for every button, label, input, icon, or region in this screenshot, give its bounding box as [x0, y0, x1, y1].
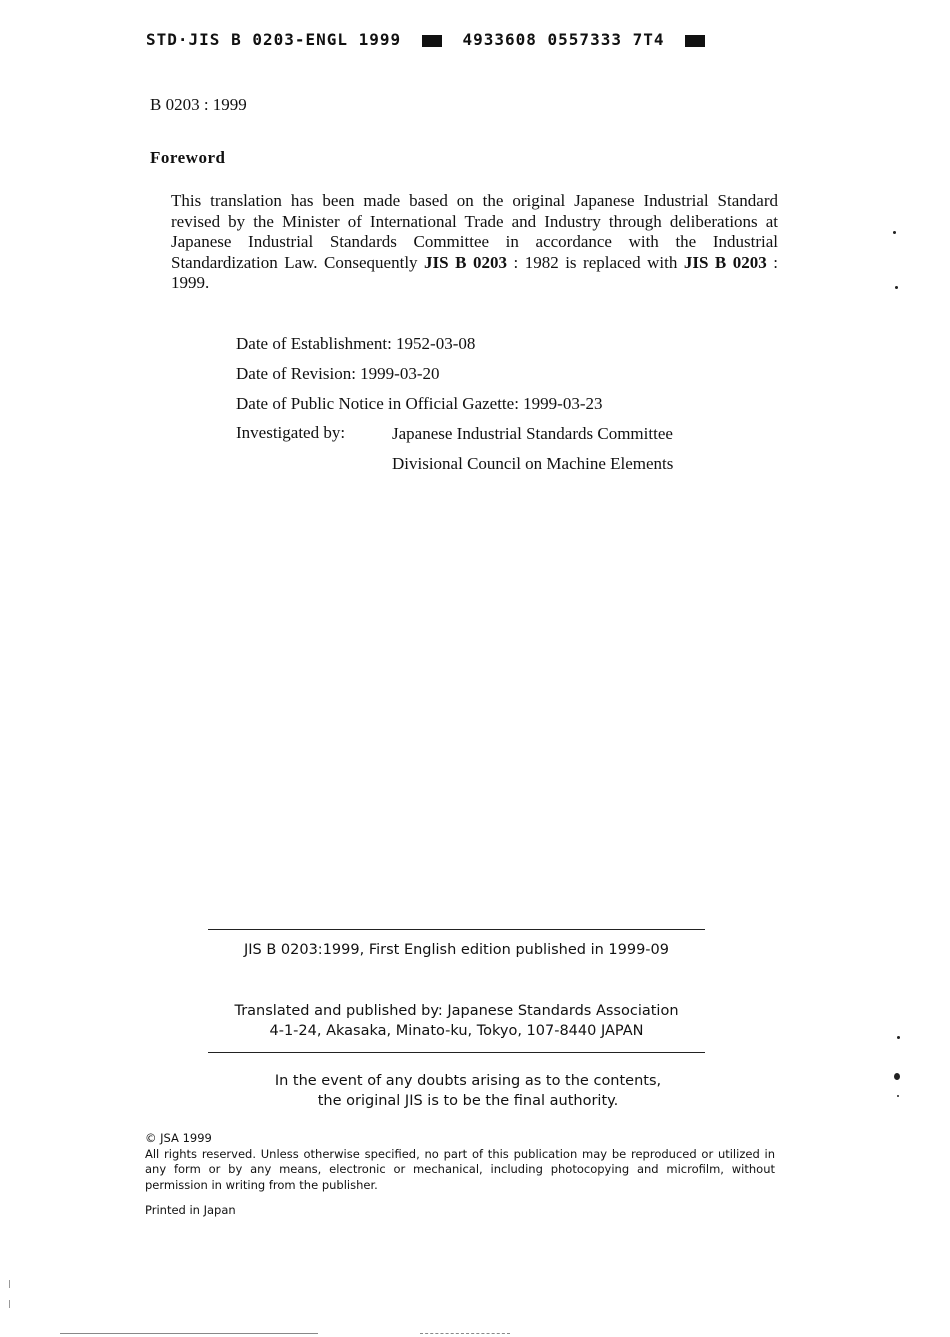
divider-bottom — [208, 1052, 705, 1053]
scan-header — [146, 30, 715, 49]
publisher-block — [208, 1001, 705, 1041]
investigated-line-2: Divisional Council on Machine Elements — [392, 454, 674, 473]
investigated-value — [392, 423, 673, 483]
foreword-text: This translation has been made based on the original Japanese Industrial Standard revised by the Minister of International Trade and Industry through deliberations at Japanese Industrial Standards Committee in accordance with the Industrial Standardization Law. Consequently — [171, 191, 778, 272]
publisher-line-1: Translated and published by: Japanese Standards Association — [234, 1003, 679, 1019]
new-standard: JIS B 0203 — [683, 252, 767, 272]
rights-text: All rights reserved. Unless otherwise specified, no part of this publication may be reproduced or utilized in any form or by any means, electronic or mechanical, including photocopying and microfilm, without permission in writing from the publisher. — [145, 1146, 775, 1192]
old-standard: JIS B 0203 — [424, 252, 507, 272]
scan-speck — [895, 286, 898, 289]
investigated-by — [236, 423, 673, 483]
authority-note — [208, 1071, 728, 1111]
divider-top — [208, 929, 705, 930]
publisher-line-2: 4-1-24, Akasaka, Minato-ku, Tokyo, 107-8440 JAPAN — [269, 1023, 644, 1039]
old-year-text: : 1982 is replaced with — [506, 252, 684, 272]
scan-edge-line — [420, 1333, 510, 1334]
scan-speck — [893, 231, 896, 234]
scan-speck — [894, 1073, 900, 1080]
scan-speck — [897, 1095, 899, 1097]
scan-speck — [897, 1036, 900, 1039]
header-block-mark — [422, 35, 442, 47]
authority-line-1: In the event of any doubts arising as to the contents, — [274, 1073, 662, 1089]
printed-in: Printed in Japan — [145, 1203, 236, 1217]
edition-note: JIS B 0203:1999, First English edition published in 1999-09 — [243, 942, 669, 958]
new-year-text: : 1999. — [171, 252, 778, 293]
header-block-mark-end — [685, 35, 705, 47]
foreword-body — [171, 191, 778, 294]
date-establishment: Date of Establishment: 1952-03-08 — [236, 334, 476, 353]
header-prefix: STD·JIS B 0203-ENGL 1999 — [146, 30, 402, 49]
date-revision: Date of Revision: 1999-03-20 — [236, 364, 440, 383]
dates-block — [236, 333, 673, 483]
authority-line-2: the original JIS is to be the final authority. — [317, 1093, 619, 1109]
foreword-title: Foreword — [150, 148, 226, 167]
copyright-line: © JSA 1999 — [145, 1131, 212, 1145]
copyright-block — [145, 1131, 775, 1219]
investigated-label: Investigated by: — [236, 423, 346, 442]
scan-edge-tick — [9, 1300, 10, 1308]
header-code: 4933608 0557333 7T4 — [462, 30, 665, 49]
investigated-line-1: Japanese Industrial Standards Committee — [392, 424, 673, 443]
scan-edge-tick — [9, 1280, 10, 1288]
scan-edge-line — [60, 1333, 318, 1334]
date-public-notice: Date of Public Notice in Official Gazette: 1999-03-23 — [236, 394, 603, 413]
document-id: B 0203 : 1999 — [150, 95, 247, 114]
